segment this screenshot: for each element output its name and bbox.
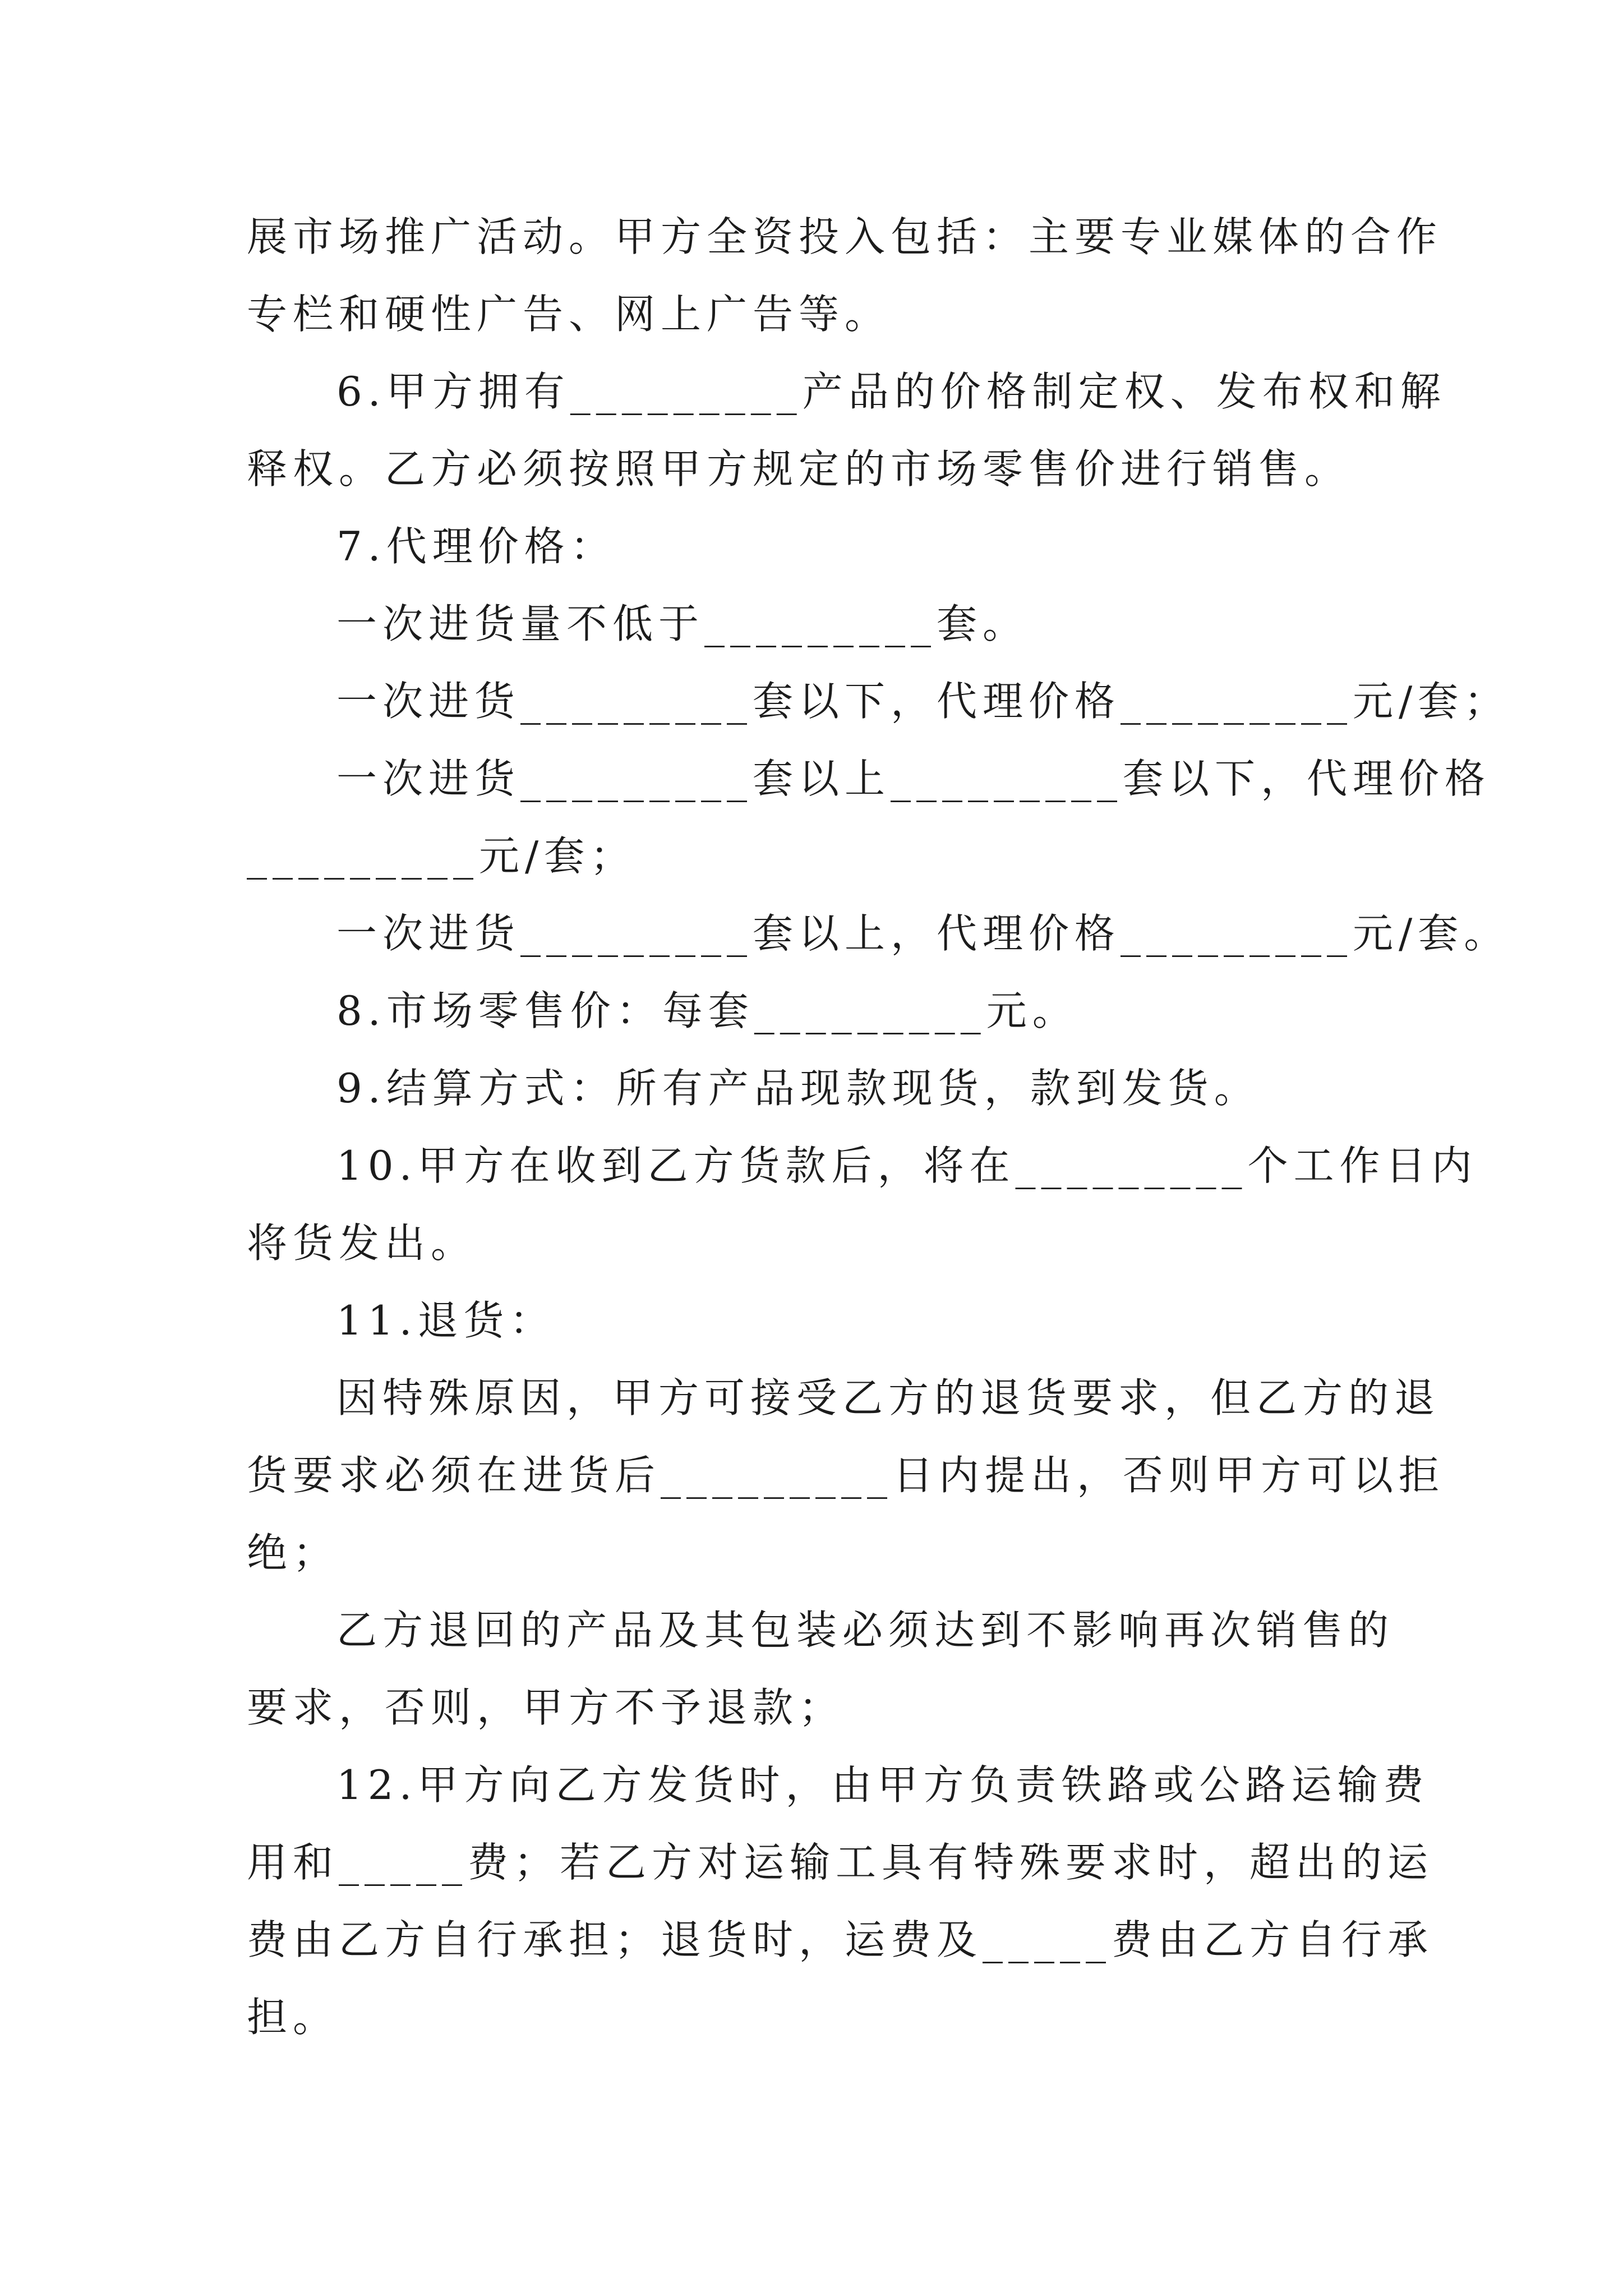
- text-line: 一次进货量不低于_________套。: [336, 600, 1029, 647]
- text-line: 绝；: [247, 1529, 339, 1576]
- text-line: 专栏和硬性广告、网上广告等。: [247, 291, 891, 338]
- text-line: 费由乙方自行承担；退货时，运费及_____费由乙方自行承: [247, 1916, 1434, 1963]
- text-line: 一次进货_________套以下，代理价格_________元/套；: [336, 678, 1510, 725]
- text-line: 货要求必须在进货后_________日内提出，否则甲方可以拒: [247, 1452, 1445, 1499]
- text-line: 10.甲方在收到乙方货款后，将在_________个工作日内: [336, 1142, 1478, 1189]
- text-line: 释权。乙方必须按照甲方规定的市场零售价进行销售。: [247, 445, 1351, 493]
- text-line: 6.甲方拥有_________产品的价格制定权、发布权和解: [336, 368, 1446, 415]
- text-line: 将货发出。: [247, 1220, 477, 1267]
- text-line: 11.退货：: [336, 1297, 556, 1344]
- text-line: _________元/套；: [247, 832, 637, 880]
- text-line: 用和_____费；若乙方对运输工具有特殊要求时，超出的运: [247, 1839, 1434, 1886]
- text-line: 9.结算方式：所有产品现款现货，款到发货。: [336, 1065, 1260, 1112]
- text-line: 乙方退回的产品及其包装必须达到不影响再次销售的: [336, 1607, 1395, 1654]
- text-line: 要求，否则，甲方不予退款；: [247, 1684, 845, 1731]
- text-line: 展市场推广活动。甲方全资投入包括：主要专业媒体的合作: [247, 213, 1443, 260]
- text-line: 担。: [247, 1994, 339, 2041]
- text-line: 因特殊原因，甲方可接受乙方的退货要求，但乙方的退: [336, 1374, 1441, 1421]
- text-line: 7.代理价格：: [336, 523, 616, 570]
- text-line: 8.市场零售价：每套_________元。: [336, 987, 1078, 1034]
- text-line: 一次进货_________套以上，代理价格_________元/套。: [336, 910, 1510, 957]
- text-line: 一次进货_________套以上_________套以下，代理价格: [336, 755, 1491, 802]
- text-line: 12.甲方向乙方发货时，由甲方负责铁路或公路运输费: [336, 1761, 1430, 1809]
